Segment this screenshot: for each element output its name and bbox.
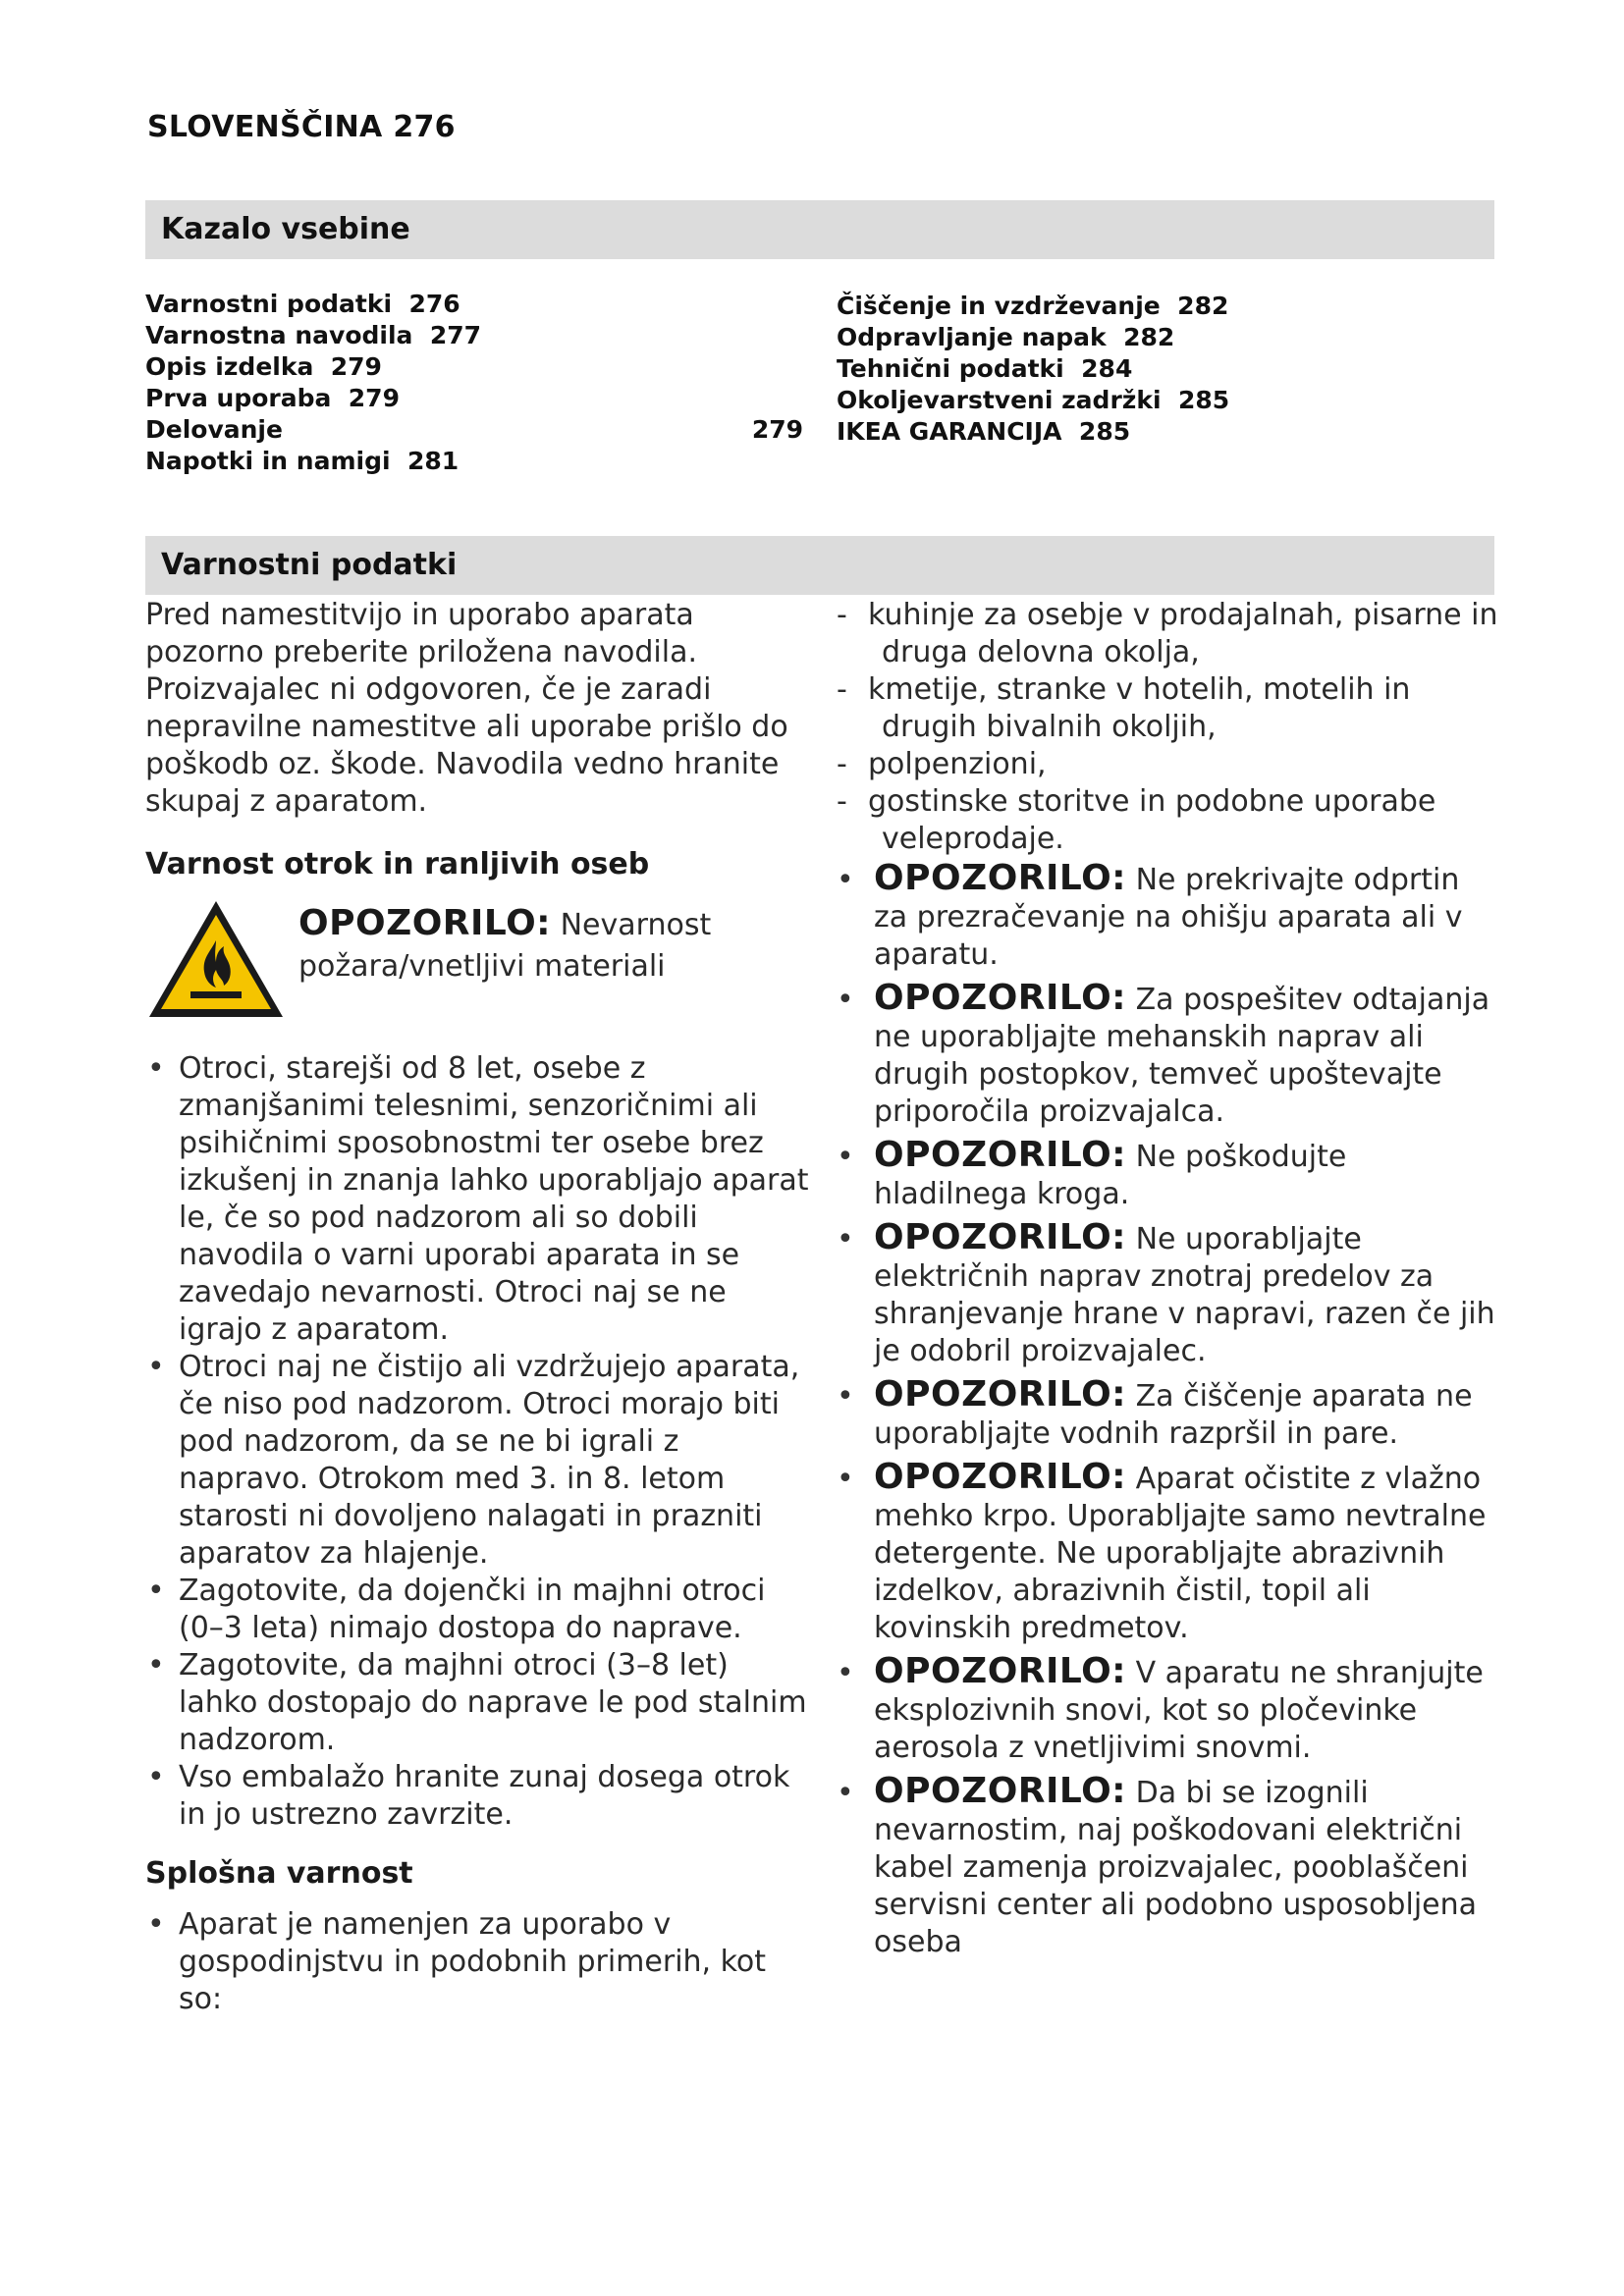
usage-examples-list bbox=[833, 597, 1500, 858]
toc-item[interactable]: Odpravljanje napak 282 bbox=[837, 323, 1175, 351]
warning-item: • OPOZORILO: Ne prekrivajte odprtin za prezračevanje na ohišju aparata ali v aparatu. bbox=[833, 860, 1500, 974]
warning-item: • OPOZORILO: V aparatu ne shranjujte eksplozivnih snovi, kot so pločevinke aerosola z vnetljivimi snovmi. bbox=[833, 1653, 1500, 1767]
list-item: • Zagotovite, da dojenčki in majhni otroci (0–3 leta) nimajo dostopa do naprave. bbox=[145, 1573, 813, 1647]
fire-warning-block bbox=[145, 897, 813, 1021]
list-item: - polpenzioni, bbox=[833, 746, 1500, 783]
toc-title-bar: Kazalo vsebine bbox=[145, 200, 1494, 259]
warning-item: • OPOZORILO: Ne poškodujte hladilnega kroga. bbox=[833, 1137, 1500, 1213]
page-header: SLOVENŠČINA 276 bbox=[147, 110, 456, 144]
list-item: - kuhinje za osebje v prodajalnah, pisarne in druga delovna okolja, bbox=[833, 597, 1500, 671]
left-column bbox=[145, 597, 813, 2040]
general-safety-list bbox=[145, 1906, 813, 2018]
toc-item[interactable]: Prva uporaba 279 bbox=[145, 384, 400, 412]
right-column bbox=[833, 597, 1500, 1967]
list-item: • Otroci, starejši od 8 let, osebe z zmanjšanimi telesnimi, senzoričnimi ali psihičnimi sposobnostmi ter osebe brez izkušenj in znanja lahko uporabljajo aparat le, če so pod nadzorom ali so dobili navodila o varni uporabi aparata in se zavedajo nevarnosti. Otroci naj se ne igrajo z aparatom. bbox=[145, 1050, 813, 1349]
toc-item[interactable]: Varnostna navodila 277 bbox=[145, 321, 482, 349]
toc-item[interactable]: Čiščenje in vzdrževanje 282 bbox=[837, 292, 1229, 320]
section-title-bar: Varnostni podatki bbox=[145, 536, 1494, 595]
list-item: • Zagotovite, da majhni otroci (3–8 let) lahko dostopajo do naprave le pod stalnim nadzorom. bbox=[145, 1647, 813, 1759]
toc-item[interactable]: Napotki in namigi 281 bbox=[145, 447, 460, 475]
list-item: - kmetije, stranke v hotelih, motelih in drugih bivalnih okoljih, bbox=[833, 671, 1500, 746]
toc-item[interactable]: Delovanje 279 bbox=[145, 415, 803, 444]
flammable-warning-icon bbox=[145, 897, 287, 1021]
list-item: • Otroci naj ne čistijo ali vzdržujejo aparata, če niso pod nadzorom. Otroci morajo biti pod nadzorom, da se ne bi igrali z napravo. Otrokom med 3. in 8. letom starosti ni dovoljeno nalagati in prazniti aparatov za hlajenje. bbox=[145, 1349, 813, 1573]
fire-warning-text: OPOZORILO: Nevarnost požara/vnetljivi materiali bbox=[298, 903, 712, 984]
list-item: • Aparat je namenjen za uporabo v gospodinjstvu in podobnih primerih, kot so: bbox=[145, 1906, 813, 2018]
child-safety-list bbox=[145, 1050, 813, 1834]
list-item: • Vso embalažo hranite zunaj dosega otrok in jo ustrezno zavrzite. bbox=[145, 1759, 813, 1834]
warning-item: • OPOZORILO: Za pospešitev odtajanja ne uporabljajte mehanskih naprav ali drugih postopkov, temveč upoštevajte priporočila proizvajalca. bbox=[833, 980, 1500, 1131]
toc-item[interactable]: Opis izdelka 279 bbox=[145, 352, 382, 381]
intro-paragraph: Pred namestitvijo in uporabo aparata pozorno preberite priložena navodila. Proizvajalec ni odgovoren, če je zaradi nepravilne namestitve ali uporabe prišlo do poškodb oz. škode. Navodila vedno hranite skupaj z aparatom. bbox=[145, 598, 788, 819]
toc-item[interactable]: Okoljevarstveni zadržki 285 bbox=[837, 386, 1230, 414]
toc-item[interactable]: IKEA GARANCIJA 285 bbox=[837, 417, 1131, 446]
warning-item: • OPOZORILO: Aparat očistite z vlažno mehko krpo. Uporabljajte samo nevtralne detergente. Ne uporabljajte abrazivnih izdelkov, abrazivnih čistil, topil ali kovinskih predmetov. bbox=[833, 1459, 1500, 1647]
general-safety-heading: Splošna varnost bbox=[145, 1856, 413, 1891]
warning-item: • OPOZORILO: Ne uporabljajte električnih naprav znotraj predelov za shranjevanje hrane v napravi, razen če jih je odobril proizvajalec. bbox=[833, 1219, 1500, 1370]
toc-left-column bbox=[145, 289, 803, 477]
warning-item: • OPOZORILO: Da bi se izognili nevarnostim, naj poškodovani električni kabel zamenja proizvajalec, pooblaščeni servisni center ali podobno usposobljena oseba bbox=[833, 1773, 1500, 1961]
warning-item: • OPOZORILO: Za čiščenje aparata ne uporabljajte vodnih razpršil in pare. bbox=[833, 1376, 1500, 1453]
toc-right-column bbox=[837, 291, 1465, 448]
list-item: - gostinske storitve in podobne uporabe veleprodaje. bbox=[833, 783, 1500, 858]
warnings-list bbox=[833, 860, 1500, 1961]
toc-item[interactable]: Tehnični podatki 284 bbox=[837, 354, 1133, 383]
toc-item[interactable]: Varnostni podatki 276 bbox=[145, 290, 460, 318]
child-safety-heading: Varnost otrok in ranljivih oseb bbox=[145, 847, 650, 881]
